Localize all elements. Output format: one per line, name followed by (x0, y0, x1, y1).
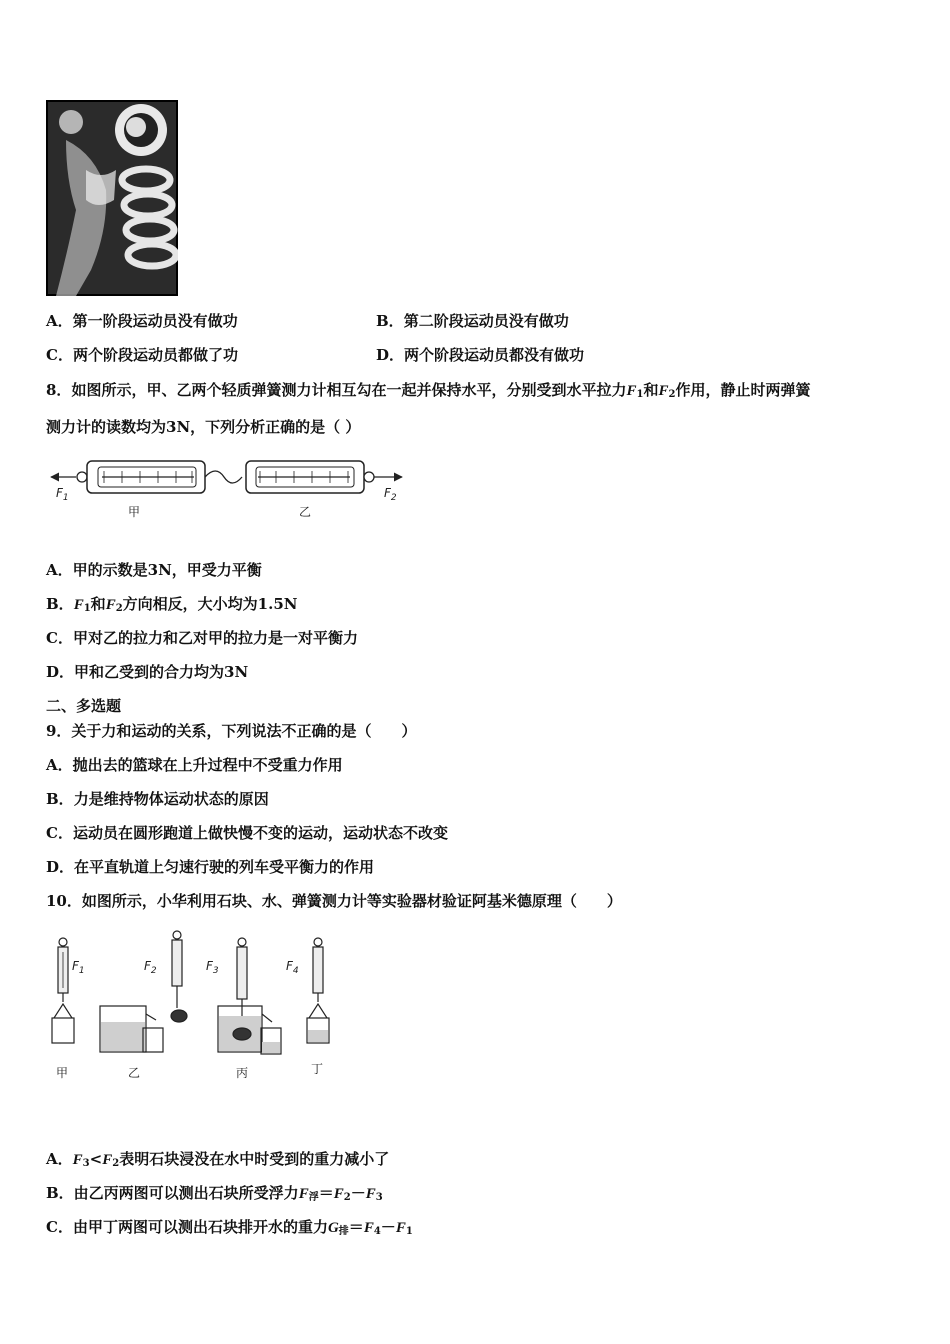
svg-text:F1: $F_1$ (72, 959, 85, 976)
q8-option-d: D．甲和乙受到的合力均为3N (46, 663, 249, 681)
q8-option-a: A．甲的示数是3N，甲受力平衡 (46, 561, 262, 579)
athlete-photo (46, 100, 178, 296)
svg-text:F1: $F_1$ (56, 486, 69, 503)
label-ding: 丁 (311, 1062, 324, 1076)
q10-stem: 10．如图所示，小华利用石块、水、弹簧测力计等实验器材验证阿基米德原理（ ） (46, 892, 622, 910)
spring-scales-figure (46, 455, 416, 525)
label-jia-2: 甲 (56, 1066, 69, 1080)
label-yi-2: 乙 (128, 1066, 141, 1080)
section-title: 二、多选题 (46, 697, 122, 715)
label-yi: 乙 (299, 505, 312, 519)
q9-stem: 9．关于力和运动的关系，下列说法不正确的是（ ） (46, 722, 417, 740)
q8-option-c: C．甲对乙的拉力和乙对甲的拉力是一对平衡力 (46, 629, 358, 647)
svg-text:F3: $F_3$ (206, 959, 219, 976)
q8-stem-line1: 8．如图所示，甲、乙两个轻质弹簧测力计相互勾在一起并保持水平，分别受到水平拉力$F_1$和$F_2$作用，静止时两弹簧 (46, 381, 811, 400)
q9-option-a: A．抛出去的篮球在上升过程中不受重力作用 (46, 756, 343, 774)
svg-text:F4: $F_4$ (286, 959, 299, 976)
q7-option-d: D．两个阶段运动员都没有做功 (376, 346, 585, 364)
q7-option-b: B．第二阶段运动员没有做功 (376, 312, 569, 330)
q8-stem-line2: 测力计的读数均为3N，下列分析正确的是（ ） (46, 418, 361, 436)
q10-option-a: A．$F_3<F_2$表明石块浸没在水中时受到的重力减小了 (46, 1150, 390, 1169)
svg-text:F2: $F_2$ (384, 486, 397, 503)
q7-option-a: A．第一阶段运动员没有做功 (46, 312, 238, 330)
archimedes-figure (46, 930, 346, 1080)
q9-option-d: D．在平直轨道上匀速行驶的列车受平衡力的作用 (46, 858, 375, 876)
q7-option-c: C．两个阶段运动员都做了功 (46, 346, 238, 364)
q9-option-b: B．力是维持物体运动状态的原因 (46, 790, 269, 808)
q10-option-b: B．由乙丙两图可以测出石块所受浮力$F_浮=F_2-F_3$ (46, 1184, 383, 1203)
q8-option-b: B．$F_1$和$F_2$方向相反，大小均为1.5N (46, 595, 298, 614)
label-jia: 甲 (128, 505, 141, 519)
svg-text:F2: $F_2$ (144, 959, 157, 976)
label-bing: 丙 (236, 1066, 249, 1080)
q9-option-c: C．运动员在圆形跑道上做快慢不变的运动，运动状态不改变 (46, 824, 448, 842)
q10-option-c: C．由甲丁两图可以测出石块排开水的重力$G_排=F_4-F_1$ (46, 1218, 413, 1237)
